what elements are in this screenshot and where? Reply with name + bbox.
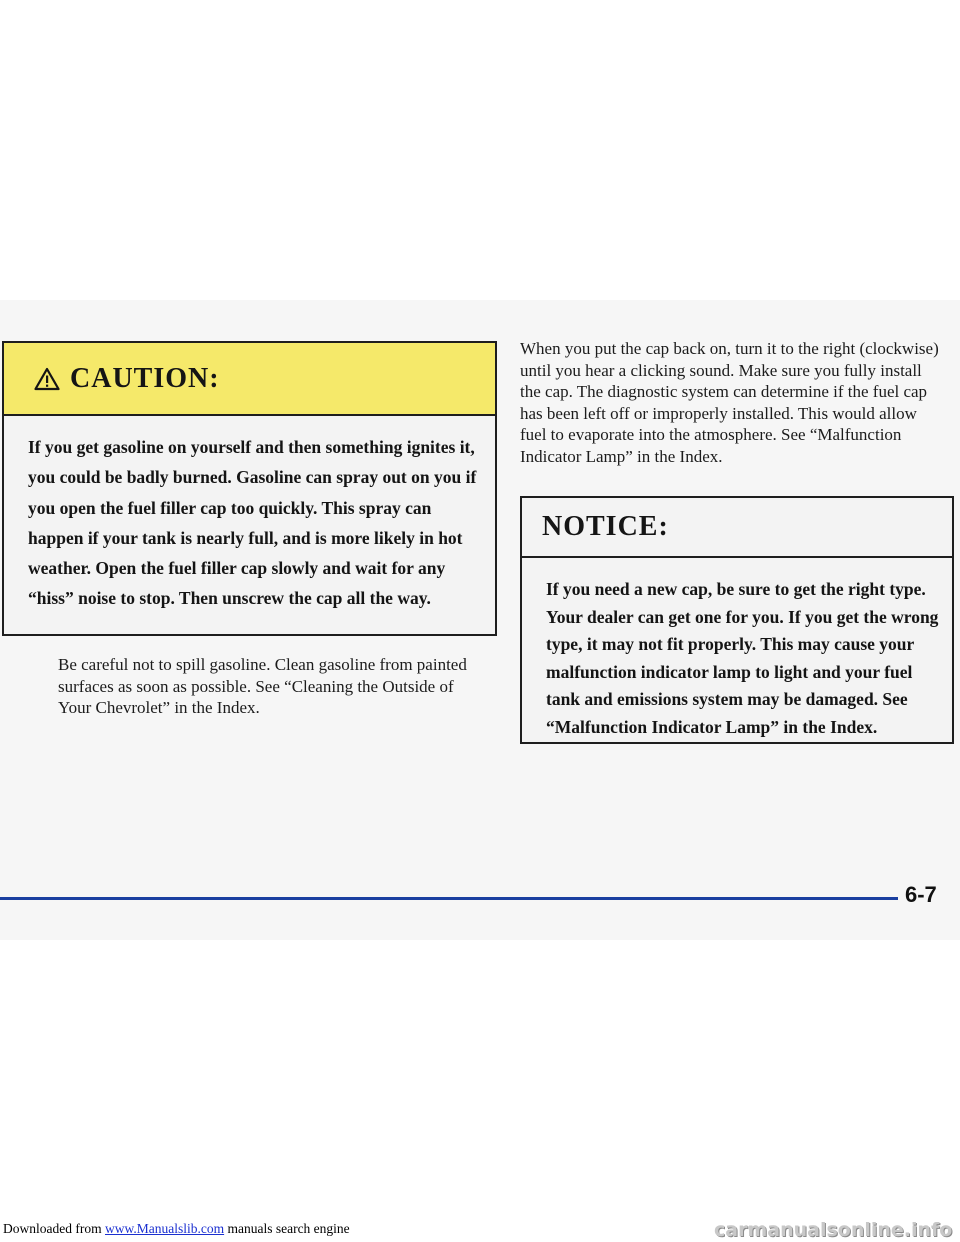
download-prefix: Downloaded from: [3, 1221, 102, 1236]
caution-title: CAUTION:: [70, 362, 220, 394]
download-suffix: manuals search engine: [227, 1221, 350, 1236]
notice-text: If you need a new cap, be sure to get the right type. Your dealer can get one for you. If you get the wrong type, it may not fit properly. This may cause your malfunction indicator lamp to light and your fuel tank and emissions system may be damaged. See “Malfunction Indicator Lamp” in the Index.: [546, 579, 939, 737]
footer-rule: [0, 897, 898, 900]
page-number: 6-7: [905, 882, 937, 907]
download-credit: [3, 1221, 350, 1237]
caution-header: [4, 343, 495, 416]
right-paragraph: When you put the cap back on, turn it to the right (clockwise) until you hear a clicking sound. Make sure you fully install the cap. The diagnostic system can determine if the fuel cap has been left off or improperly installed. This would allow fuel to evaporate into the atmosphere. See “Malfunction Indicator Lamp” in the Index.: [520, 339, 939, 466]
notice-box: [520, 496, 954, 744]
notice-title: NOTICE:: [542, 511, 669, 542]
caution-text: If you get gasoline on yourself and then something ignites it, you could be badly burned. Gasoline can spray out on you if you open the fuel filler cap too quickly. This spray can happen if your tank is nearly full, and is more likely in hot weather. Open the fuel filler cap slowly and wait for any “hiss” noise to stop. Then unscrew the cap all the way.: [28, 437, 477, 609]
caution-box: [2, 341, 497, 636]
warning-triangle-icon: [34, 367, 60, 391]
manualslib-link[interactable]: www.Manualslib.com: [104, 1221, 225, 1236]
watermark: carmanualsonline.info: [714, 1219, 953, 1241]
left-paragraph: Be careful not to spill gasoline. Clean gasoline from painted surfaces as soon as possible. See “Cleaning the Outside of Your Chevrolet” in the Index.: [58, 655, 467, 717]
notice-header: [522, 498, 952, 558]
manual-page: [0, 300, 960, 940]
